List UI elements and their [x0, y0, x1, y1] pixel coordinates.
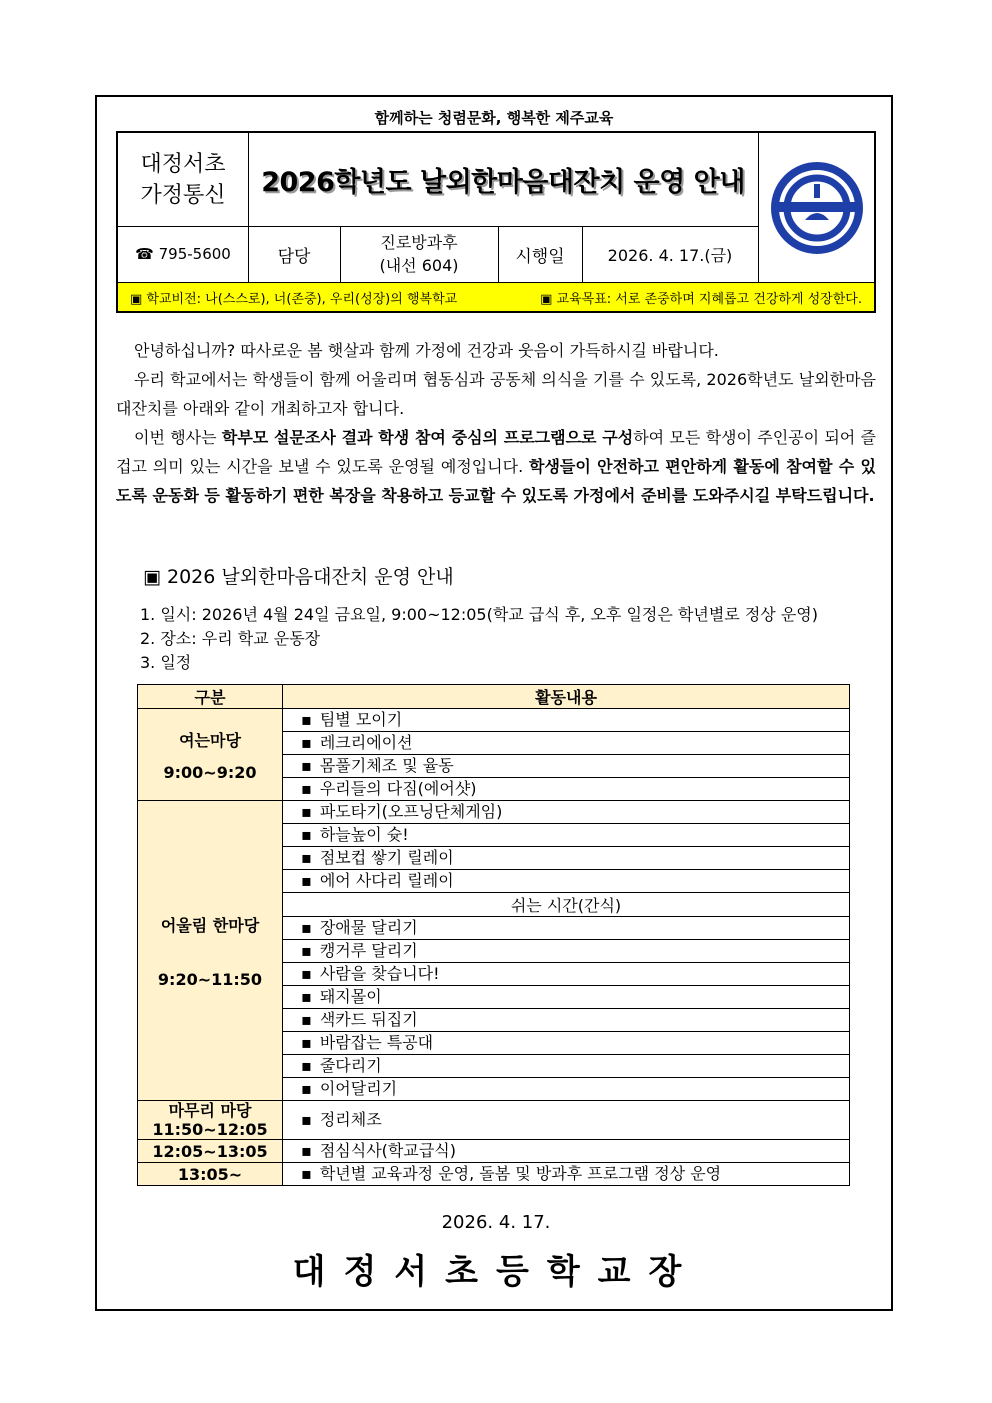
- activity-row: ▪ 정리체조: [283, 1101, 850, 1140]
- greeting-paragraph: 안녕하십니까? 따사로운 봄 햇살과 함께 가정에 건강과 웃음이 가득하시길 바랍니다.: [134, 341, 719, 360]
- activity-row: ▪ 점심식사(학교급식): [283, 1140, 850, 1163]
- department: [340, 226, 498, 282]
- activity-row: ▪ 사람을 찾습니다!: [283, 963, 850, 986]
- activity-row: ▪ 몸풀기체조 및 율동: [283, 755, 850, 778]
- col-activity: 활동내용: [283, 685, 850, 709]
- emphasis-request: 학생들이 안전하고 편안하게 활동에 참여할 수 있도록 운동화 등 활동하기 편한 복장을 착용하고 등교할 수 있도록 가정에서 준비를 도와주시길 부탁드립니다.: [116, 457, 876, 505]
- emphasis-survey: 학부모 설문조사 결과 학생 참여 중심의 프로그램으로 구성: [221, 428, 634, 447]
- detail-paragraph: 이번 행사는 학부모 설문조사 결과 학생 참여 중심의 프로그램으로 구성하여 모든 학생이 주인공이 되어 즐겁고 의미 있는 시간을 보낼 수 있도록 운영될 예정입니다. 학생들이 안전하고 편안하게 활동에 참여할 수 있도록 운동화 등 활동하기 편한 복장을 착용하고 등교할 수 있도록 가정에서 준비를 도와주시길 부탁드립니다.: [116, 428, 876, 505]
- phone-number: ☎ 795-5600: [135, 245, 231, 263]
- activity-row: ▪ 하늘높이 슛!: [283, 824, 850, 847]
- date-label: 시행일: [515, 246, 565, 267]
- col-category: 구분: [138, 685, 283, 709]
- school-vision: ▣ 학교비전: 나(스스로), 너(존중), 우리(성장)의 행복학교: [130, 291, 458, 307]
- vision-bar: [118, 283, 874, 311]
- break-row: 쉬는 시간(간식): [283, 893, 850, 917]
- activity-row: ▪ 색카드 뒤집기: [283, 1009, 850, 1032]
- newsletter-line2: 가정통신: [140, 182, 226, 208]
- school-emblem-icon: [771, 162, 863, 254]
- main-session: 어울림 한마당 9:20~11:50: [138, 801, 283, 1101]
- school-logo: [758, 133, 876, 283]
- activity-row: ▪ 캥거루 달리기: [283, 940, 850, 963]
- section-title: ▣ 2026 날외한마음대잔치 운영 안내: [143, 566, 454, 588]
- activity-row: ▪ 학년별 교육과정 운영, 돌봄 및 방과후 프로그램 정상 운영: [283, 1163, 850, 1186]
- page-title: 2026학년도 날외한마음대잔치 운영 안내: [261, 167, 745, 198]
- activity-row: ▪ 파도타기(오프닝단체게임): [283, 801, 850, 824]
- activity-row: ▪ 이어달리기: [283, 1078, 850, 1101]
- activity-row: ▪ 장애물 달리기: [283, 917, 850, 940]
- activity-row: ▪ 바람잡는 특공대: [283, 1032, 850, 1055]
- newsletter-label: [118, 133, 248, 226]
- activity-row: ▪ 에어 사다리 릴레이: [283, 870, 850, 893]
- activity-row: ▪ 레크리에이션: [283, 732, 850, 755]
- issue-date: 2026. 4. 17.(금): [607, 245, 733, 265]
- activity-row: ▪ 점보컵 쌓기 릴레이: [283, 847, 850, 870]
- department-line2: (내선 604): [379, 256, 459, 275]
- open-session: 여는마당 9:00~9:20: [138, 709, 283, 801]
- event-info: [140, 603, 818, 675]
- afternoon-time: 13:05~: [138, 1163, 283, 1186]
- manager-label: 담당: [277, 246, 311, 267]
- slogan: 함께하는 청렴문화, 행복한 제주교육: [374, 109, 614, 127]
- lunch-time: 12:05~13:05: [138, 1140, 283, 1163]
- signature-date: 2026. 4. 17.: [441, 1212, 551, 1233]
- newsletter-header: [116, 131, 876, 313]
- closing-session: 마무리 마당 11:50~12:05: [138, 1101, 283, 1140]
- education-goal: ▣ 교육목표: 서로 존중하며 지혜롭고 건강하게 성장한다.: [540, 291, 862, 307]
- event-datetime: 1. 일시: 2026년 4월 24일 금요일, 9:00~12:05(학교 급식 후, 오후 일정은 학년별로 정상 운영): [140, 605, 818, 624]
- department-line1: 진로방과후: [380, 233, 458, 252]
- activity-row: ▪ 돼지몰이: [283, 986, 850, 1009]
- newsletter-line1: 대정서초: [140, 151, 226, 177]
- event-schedule-label: 3. 일정: [140, 653, 192, 672]
- letter-body: [116, 336, 876, 510]
- principal-signature: 대정서초등학교장: [292, 1252, 700, 1292]
- intro-paragraph: 우리 학교에서는 학생들이 함께 어울리며 협동심과 공동체 의식을 기를 수 있도록, 2026학년도 날외한마음대잔치를 아래와 같이 개최하고자 합니다.: [116, 370, 876, 418]
- activity-row: ▪ 팀별 모이기: [283, 709, 850, 732]
- event-place: 2. 장소: 우리 학교 운동장: [140, 629, 321, 648]
- activity-row: ▪ 우리들의 다짐(에어샷): [283, 778, 850, 801]
- activity-row: ▪ 줄다리기: [283, 1055, 850, 1078]
- schedule-table: [137, 684, 850, 1186]
